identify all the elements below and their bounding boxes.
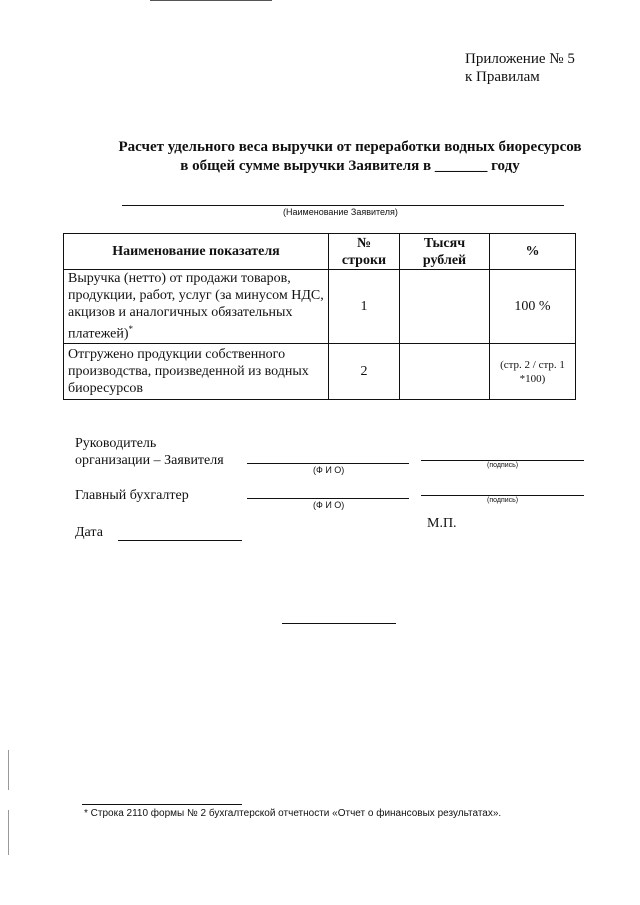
- header-percent: %: [490, 234, 576, 270]
- date-label: Дата: [75, 525, 103, 540]
- header-indicator: Наименование показателя: [64, 234, 329, 270]
- row1-thousand-rubles: [400, 270, 490, 344]
- indicators-table: [63, 233, 576, 400]
- binding-mark: [8, 810, 9, 855]
- header-row-no-symbol: №: [356, 235, 372, 251]
- date-line: [118, 540, 242, 541]
- head-label: Руководитель: [75, 436, 157, 451]
- appendix-number: Приложение № 5: [465, 51, 575, 67]
- head-fio-caption: (Ф И О): [313, 465, 345, 475]
- accountant-fio-caption: (Ф И О): [313, 500, 345, 510]
- header-row-no: [329, 234, 400, 270]
- binding-mark: [8, 750, 9, 790]
- table-header-row: [64, 234, 576, 270]
- header-row-no-text: строки: [341, 252, 387, 268]
- accountant-signature-caption: (подпись): [487, 497, 519, 504]
- row2-indicator: Отгружено продукции собственного производства, произведенной из водных биоресурсов: [64, 344, 329, 400]
- header-rubles: рублей: [422, 252, 467, 268]
- applicant-name-caption: (Наименование Заявителя): [283, 207, 398, 217]
- row1-indicator-text: Выручка (нетто) от продажи товаров, продукции, работ, услуг (за минусом НДС, акцизов и аналогичных обязательных платежей): [68, 271, 324, 342]
- stamp-label: М.П.: [427, 516, 457, 531]
- accountant-signature-line: [421, 495, 584, 496]
- head-fio-line: [247, 463, 409, 464]
- footnote-separator: [82, 804, 242, 805]
- row2-percent-formula-2: *100): [519, 372, 546, 385]
- row2-thousand-rubles: [400, 344, 490, 400]
- head-signature-line: [421, 460, 584, 461]
- row1-number: 1: [329, 270, 400, 344]
- row1-indicator: [64, 270, 329, 344]
- table-row: [64, 344, 576, 400]
- head-label-org: организации – Заявителя: [75, 453, 224, 468]
- top-edge-line: [150, 0, 272, 1]
- document-title-line2: в общей сумме выручки Заявителя в _______ году: [180, 158, 520, 174]
- accountant-label: Главный бухгалтер: [75, 488, 189, 503]
- header-thousand-rubles: [400, 234, 490, 270]
- footnote-marker: *: [128, 324, 134, 335]
- header-thousand: Тысяч: [423, 235, 466, 251]
- head-signature-caption: (подпись): [487, 462, 519, 469]
- table-row: [64, 270, 576, 344]
- row2-number: 2: [329, 344, 400, 400]
- accountant-fio-line: [247, 498, 409, 499]
- row2-percent: [490, 344, 576, 400]
- document-title-line1: Расчет удельного веса выручки от переработки водных биоресурсов: [118, 139, 582, 155]
- separator-line: [282, 623, 396, 624]
- applicant-name-line: [122, 205, 564, 206]
- row1-percent: 100 %: [490, 270, 576, 344]
- row2-percent-formula-1: (стр. 2 / стр. 1: [500, 358, 565, 371]
- appendix-label: [465, 50, 575, 86]
- appendix-rules: к Правилам: [465, 69, 540, 85]
- footnote-text: * Строка 2110 формы № 2 бухгалтерской отчетности «Отчет о финансовых результатах».: [84, 808, 502, 819]
